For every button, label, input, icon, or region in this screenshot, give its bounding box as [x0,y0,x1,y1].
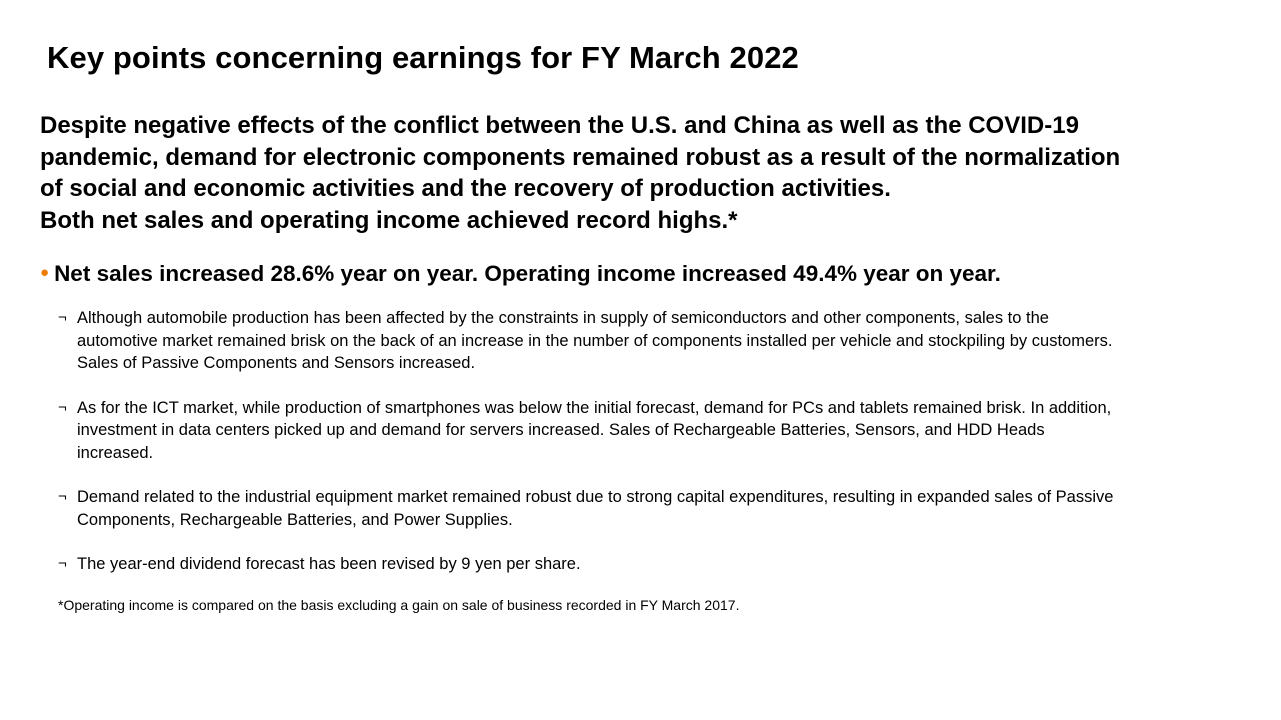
list-item-line: investment in data centers picked up and demand for servers increased. Sales of Rechargeable Batteries, Sensors, and HDD Heads [77,421,1045,439]
summary-line: of social and economic activities and the recovery of production activities. [40,175,891,202]
list-item-line: Although automobile production has been affected by the constraints in supply of semiconductors and other components, sales to the [77,309,1049,327]
list-item-line: automotive market remained brisk on the back of an increase in the number of components installed per vehicle and stockpiling by customers. [77,331,1113,350]
headline-bullet [40,259,1001,289]
summary-paragraph [40,110,1265,236]
detail-bullet-list [58,307,1258,576]
summary-line: Both net sales and operating income achieved record highs.* [40,206,738,234]
list-item-line: Demand related to the industrial equipment market remained robust due to strong capital expenditures, resulting in expanded sales of Passive [77,488,1114,506]
bullet-mark-icon: ¬ [58,398,67,416]
list-item-line: The year-end dividend forecast has been revised by 9 yen per share. [77,555,581,573]
list-item-line: Components, Rechargeable Batteries, and Power Supplies. [77,510,513,529]
list-item [58,307,1258,375]
headline-text: Net sales increased 28.6% year on year. Operating income increased 49.4% year on year. [54,261,1001,286]
orange-bullet-icon: ● [40,264,50,281]
list-item [58,486,1258,531]
list-item-line: increased. [77,443,154,462]
list-item-line: Sales of Passive Components and Sensors increased. [77,354,476,372]
bullet-mark-icon: ¬ [58,309,67,326]
bullet-mark-icon: ¬ [58,488,67,505]
summary-line: Despite negative effects of the conflict between the U.S. and China as well as the COVID-19 [40,112,1079,139]
list-item [58,553,1258,576]
page-title: Key points concerning earnings for FY March 2022 [47,40,799,75]
list-item [58,397,1258,465]
list-item-line: As for the ICT market, while production of smartphones was below the initial forecast, demand for PCs and tablets remained brisk. In addition, [77,398,1112,417]
footnote: *Operating income is compared on the basis excluding a gain on sale of business recorded in FY March 2017. [58,597,740,613]
summary-line: pandemic, demand for electronic components remained robust as a result of the normalization [40,143,1121,171]
bullet-mark-icon: ¬ [58,555,67,572]
